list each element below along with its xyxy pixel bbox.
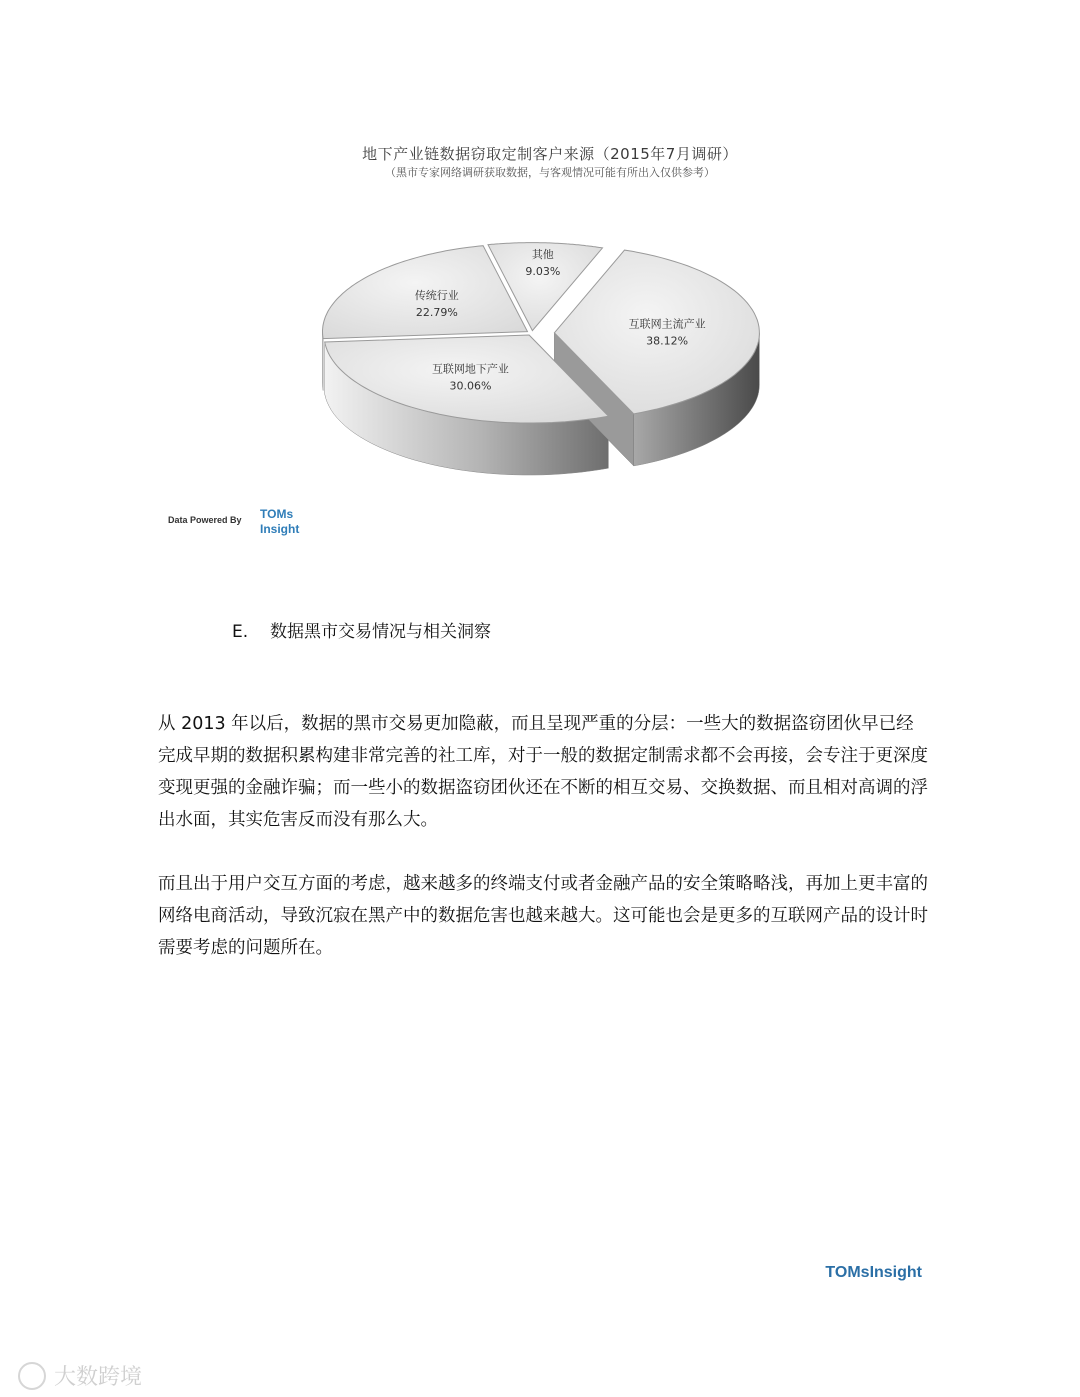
watermark — [18, 1360, 142, 1391]
pie-label-3: 其他 — [531, 248, 554, 262]
pie-value-2: 22.79% — [415, 305, 458, 319]
section-letter: E. — [232, 622, 249, 642]
logo-line-2: Insight — [260, 522, 300, 536]
pie-label-1: 互联网地下产业 — [431, 362, 509, 376]
pie-value-1: 30.06% — [449, 379, 492, 393]
watermark-text: 大数跨境 — [54, 1365, 143, 1390]
footer-brand: TOMsInsight — [825, 1264, 922, 1281]
paragraph-2: 而且出于用户交互方面的考虑，越来越多的终端支付或者金融产品的安全策略略浅，再加上更丰富的网络电商活动，导致沉寂在黑产中的数据危害也越来越大。这可能也会是更多的互联网产品的设计时需要考虑的问题所在。 — [158, 874, 928, 958]
pie-chart — [300, 225, 780, 500]
data-powered-by-label: Data Powered By — [168, 515, 242, 525]
pie-value-3: 9.03% — [525, 265, 561, 279]
logo-line-1: TOMs — [260, 507, 294, 521]
pie-label-2: 传统行业 — [414, 288, 459, 302]
paragraph-1: 从 2013 年以后，数据的黑市交易更加隐蔽，而且呈现严重的分层：一些大的数据盗窃团伙早已经完成早期的数据积累构建非常完善的社工库，对于一般的数据定制需求都不会再接，会专注于更深度变现更强的金融诈骗；而一些小的数据盗窃团伙还在不断的相互交易、交换数据、而且相对高调的浮出水面，其实危害反而没有那么大。 — [158, 714, 928, 830]
toms-insight-logo — [260, 507, 299, 537]
chart-subtitle: （黑市专家网络调研获取数据，与客观情况可能有所出入仅供参考） — [385, 166, 715, 179]
pie-value-0: 38.12% — [646, 334, 689, 348]
section-heading — [232, 617, 491, 642]
watermark-logo-icon — [18, 1362, 46, 1390]
pie-slice-side-2 — [323, 332, 324, 391]
pie-label-0: 互联网主流产业 — [628, 317, 706, 331]
chart-title: 地下产业链数据窃取定制客户来源（2015年7月调研） — [362, 145, 738, 163]
section-title: 数据黑市交易情况与相关洞察 — [270, 622, 491, 642]
